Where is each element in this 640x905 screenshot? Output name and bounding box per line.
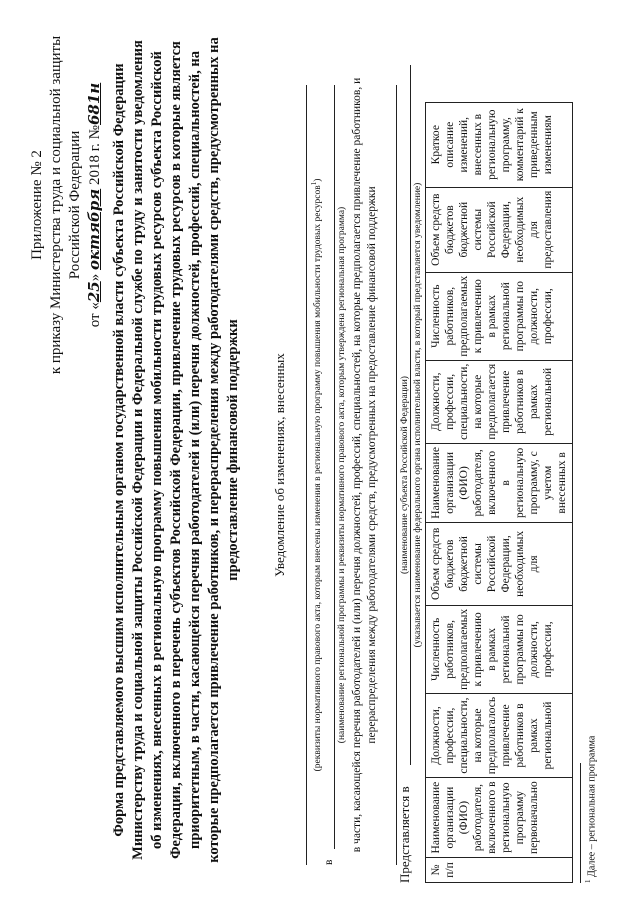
appendix-date (85, 25, 105, 385)
col-employer-updated: Наименование организации (ФИО) работодателя, включенного в региональную программу, с учетом внесенных в (426, 443, 573, 522)
date-prefix: от « (87, 302, 103, 328)
date-day: 25 (85, 281, 103, 303)
requisites-caption-sup: 1 (310, 181, 318, 186)
col-positions-updated: Должности, профессии, специальности, на которые предполагается привлечение работников в рамках региональной (426, 360, 573, 443)
col-headcount-updated: Численность работников, предполагаемых к привлечению в рамках региональной программы по должности, профессии, (426, 272, 573, 360)
table-header-row (426, 102, 573, 882)
footnote-divider (580, 763, 581, 883)
appendix-ministry: Российской Федерации (67, 130, 83, 280)
footnote-sup: 1 (584, 879, 592, 883)
order-number: 681н (85, 82, 103, 125)
form-title: Форма представляемого высшим исполнительным органом государственной власти субъекта Российской Федерации Министерству труда и социальной защиты Российской Федерации и Федеральной службе по труду и занятости уведомления об изменениях, внесенных в региональную программу повышения мобильности трудовых ресурсов субъекта Российской Федерации, включенного в перечень субъектов Российской Федерации, привлечение трудовых ресурсов в которые является приоритетным, в части, касающейся перечня работодателей и (или) перечня должностей, профессий, специальностей, на которые предполагается привлечение работников, и перераспределения между работодателями средств, предусмотренных на предоставление финансовой поддержки (111, 37, 241, 863)
changes-table (425, 102, 573, 883)
col-description: Краткое описание изменений, внесенных в региональную программу, комментарий к приведенным изменениям (426, 102, 573, 187)
date-year: 2018 г. № (87, 125, 103, 189)
appendix-block (28, 25, 105, 385)
footnote-text: Далее – региональная программа (586, 735, 598, 880)
appendix-number: Приложение № 2 (29, 150, 45, 260)
program-caption: (наименование региональной программы и реквизиты нормативного правового акта, которым утверждена региональная программа) (337, 206, 347, 744)
requisites-caption-end: ) (313, 178, 324, 182)
subject-line (396, 85, 397, 865)
col-number: № п/п (426, 858, 573, 883)
col-headcount-initial: Численность работников, предполагаемых к привлечению в рамках региональной программы по должности, профессии, (426, 605, 573, 693)
requisites-line (306, 85, 307, 865)
program-line (334, 85, 335, 849)
subject-caption: (наименование субъекта Российской Федерации) (400, 376, 410, 574)
date-mid: » (87, 270, 103, 282)
col-positions-initial: Должности, профессии, специальности, на которые предполагалось привлечение работников в рамках региональной (426, 693, 573, 777)
date-month: октября (85, 188, 103, 271)
col-budget-initial: Объем средств бюджетов бюджетной системы Российской Федерации, необходимых для (426, 522, 573, 605)
notice-heading: Уведомление об изменениях, внесенных (272, 353, 287, 577)
part-text: в части, касающейся перечня работодателей и (или) перечня должностей, профессий, специальностей, на которые предполагается привлечение работников, и перераспределения между работодателями средств, предусмотренных на предоставление финансовой поддержки (351, 77, 378, 853)
requisites-caption-text: (реквизиты нормативного правового акта, которым внесены изменения в региональную программу повышения мобильности трудовых ресурсов (313, 185, 324, 772)
presented-label: Представляется в (397, 786, 412, 883)
presented-line (410, 65, 411, 765)
requisites-caption (308, 85, 324, 865)
col-budget-updated: Объем средств бюджетов бюджетной системы Российской Федерации, необходимых для предоставления (426, 187, 573, 272)
v-label: в (323, 859, 335, 865)
footnote (584, 736, 597, 883)
presented-caption: (указывается наименование федерального органа исполнительной власти, в который представляется уведомление) (413, 182, 423, 648)
appendix-order-ref: к приказу Министерства труда и социальной защиты (48, 35, 64, 375)
col-employer-initial: Наименование организации (ФИО) работодателя, включенного в региональную программу первоначально (426, 778, 573, 858)
